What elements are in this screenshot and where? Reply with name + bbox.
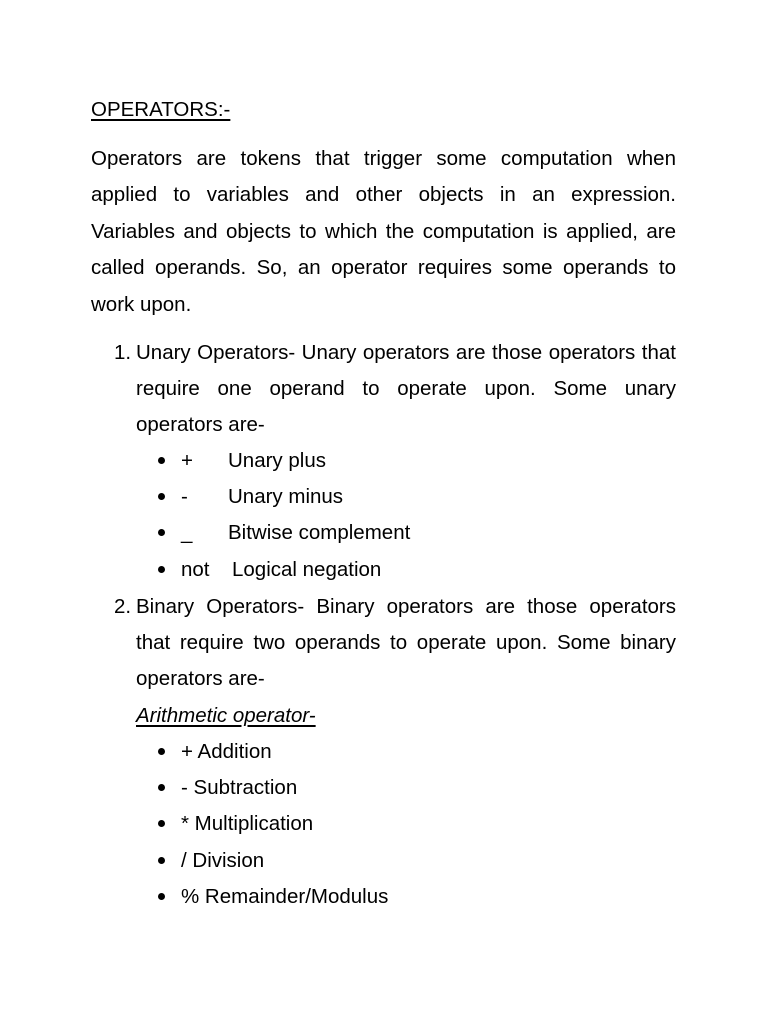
operator-entry: * Multiplication xyxy=(181,812,314,836)
unary-description: Unary Operators- Unary operators are those operators that require one operand to operate upon. Some unary operators are- xyxy=(136,341,676,437)
operator-description: Logical negation xyxy=(232,557,382,581)
list-number: 2. xyxy=(114,595,132,618)
operator-entry: - Subtraction xyxy=(181,776,298,800)
operator-symbol: - xyxy=(181,485,188,509)
bullet-icon xyxy=(158,566,165,573)
intro-paragraph: Operators are tokens that trigger some computation when applied to variables and other objects in an expression. Variables and objects to which the computation is applied, are called operands. So, an operator requires some operands to work upon. xyxy=(91,147,676,316)
operator-entry: % Remainder/Modulus xyxy=(181,884,389,908)
operator-symbol: not xyxy=(181,557,210,581)
bullet-icon xyxy=(158,493,165,500)
bullet-icon xyxy=(158,820,165,827)
operator-description: Bitwise complement xyxy=(228,521,411,545)
document-heading: OPERATORS:- xyxy=(91,98,231,121)
operator-entry: + Addition xyxy=(181,740,272,763)
list-item-binary xyxy=(91,589,676,698)
operator-symbol: _ xyxy=(181,521,193,545)
list-item-unary xyxy=(91,335,676,444)
bullet-icon xyxy=(158,457,165,464)
bullet-icon xyxy=(158,857,165,864)
bullet-icon xyxy=(158,529,165,536)
operator-description: Unary minus xyxy=(228,485,344,509)
operator-entry: / Division xyxy=(181,848,265,872)
operator-description: Unary plus xyxy=(228,449,326,472)
bullet-icon xyxy=(158,893,165,900)
binary-description: Binary Operators- Binary operators are those operators that require two operands to operate upon. Some binary operators are- xyxy=(136,595,676,691)
bullet-icon xyxy=(158,748,165,755)
arithmetic-operator-heading: Arithmetic operator- xyxy=(136,704,316,727)
bullet-icon xyxy=(158,784,165,791)
operator-symbol: + xyxy=(181,449,193,472)
list-number: 1. xyxy=(114,341,132,364)
